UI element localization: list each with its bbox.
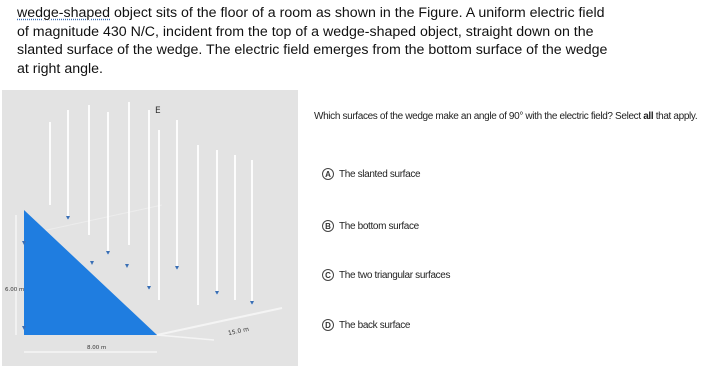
wedge-figure	[2, 90, 298, 366]
choice-b-letter: B	[322, 220, 334, 232]
problem-keyword: wedge-shaped	[17, 5, 111, 21]
choice-a-letter: A	[322, 168, 334, 180]
wedge-triangle	[24, 210, 157, 335]
choice-c-letter: C	[322, 269, 334, 281]
problem-text: object sits of the floor of a room as shown in the Figure. A uniform electric field of magnitude 430 N/C, incident from the top of a wedge-shaped object, straight down on the slanted surface of the wedge. The electric field emerges from the bottom surface of the wedge at right angle.	[17, 5, 608, 77]
choice-d[interactable]	[322, 317, 410, 333]
choice-d-text: The back surface	[339, 319, 411, 331]
depth-label: 15.0 m	[227, 325, 250, 338]
problem-statement	[17, 4, 617, 78]
wedge-diagram	[2, 90, 298, 366]
field-label: E	[155, 106, 161, 116]
question-panel	[300, 90, 709, 366]
choice-a[interactable]	[322, 166, 420, 182]
floor-edge-front	[157, 308, 282, 338]
question-text	[314, 111, 697, 122]
height-label: 6.00 m	[5, 287, 25, 293]
choice-a-text: The slanted surface	[339, 168, 421, 180]
choice-b-text: The bottom surface	[339, 220, 419, 232]
floor-edge-bottom	[157, 335, 214, 340]
question-emphasis: all	[643, 111, 654, 122]
choice-c[interactable]	[322, 267, 450, 283]
choice-d-letter: D	[322, 319, 334, 331]
question-suffix: that apply.	[653, 111, 698, 122]
length-label: 8.00 m	[87, 345, 107, 351]
choice-c-text: The two triangular surfaces	[339, 269, 451, 281]
choice-b[interactable]	[322, 218, 419, 234]
question-prefix: Which surfaces of the wedge make an angle of 90° with the electric field? Select	[314, 111, 644, 122]
